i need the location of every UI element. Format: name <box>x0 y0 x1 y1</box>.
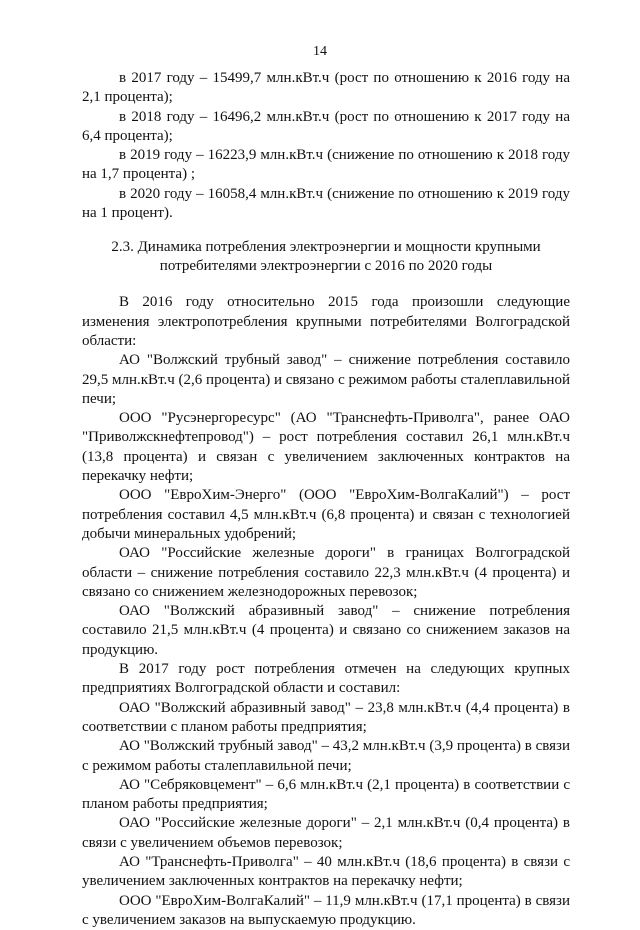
list-item-2019: в 2019 году – 16223,9 млн.кВт.ч (снижение по отношению к 2018 году на 1,7 процента) ; <box>82 147 570 183</box>
paragraph-2016-rzd: ОАО "Российские железные дороги" в границах Волгоградской области – снижение потребления составило 22,3 млн.кВт.ч (4 процента) и связано со снижением железнодорожных перевозок; <box>82 545 570 600</box>
list-item-2020: в 2020 году – 16058,4 млн.кВт.ч (снижение по отношению к 2019 году на 1 процент). <box>82 185 570 222</box>
paragraph-2016-rusenergoresurs: ООО "Русэнергоресурс" (АО "Транснефть-Приволга", ранее ОАО "Приволжскнефтепровод") – рост потребления составил 26,1 млн.кВт.ч (13,8 процента) и связан с увеличением заключенных контрактов на перекачку нефти; <box>82 410 570 485</box>
paragraph-2017-transneft: АО "Транснефть-Приволга" – 40 млн.кВт.ч (18,6 процента) в связи с увеличением заключенных контрактов на перекачку нефти; <box>82 853 570 890</box>
paragraph-2017-vtz: АО "Волжский трубный завод" – 43,2 млн.кВт.ч (3,9 процента) в связи с режимом работы сталеплавильной печи; <box>82 738 570 774</box>
paragraph-2016-intro: В 2016 году относительно 2015 года произошли следующие изменения электропотребления крупными потребителями Волгоградской области: <box>82 294 570 349</box>
paragraph-2017-sebryakovcement: АО "Себряковцемент" – 6,6 млн.кВт.ч (2,1 процента) в соответствии с планом работы предприятия; <box>82 776 570 813</box>
section-heading-line-1: 2.3. Динамика потребления электроэнергии и мощности крупными <box>111 239 541 256</box>
paragraph-2016-vtz: АО "Волжский трубный завод" – снижение потребления составило 29,5 млн.кВт.ч (2,6 процента) и связано с режимом работы сталеплавильной печи; <box>82 352 570 407</box>
paragraph-2017-rzd: ОАО "Российские железные дороги" – 2,1 млн.кВт.ч (0,4 процента) в связи с увеличением объемов перевозок; <box>82 815 570 851</box>
section-heading <box>82 238 570 276</box>
paragraph-2016-abrasive: ОАО "Волжский абразивный завод" – снижение потребления составило 21,5 млн.кВт.ч (4 процента) и связано со снижением заказов на продукцию. <box>82 603 570 658</box>
paragraph-2017-abrasive: ОАО "Волжский абразивный завод" – 23,8 млн.кВт.ч (4,4 процента) в соответствии с планом работы предприятия; <box>82 699 570 735</box>
paragraph-2017-eurochem: ООО "ЕвроХим-ВолгаКалий" – 11,9 млн.кВт.ч (17,1 процента) в связи с увеличением заказов на выпускаемую продукцию. <box>82 892 570 928</box>
list-item-2017: в 2017 году – 15499,7 млн.кВт.ч (рост по отношению к 2016 году на 2,1 процента); <box>82 70 570 106</box>
paragraph-2017-intro: В 2017 году рост потребления отмечен на следующих крупных предприятиях Волгоградской области и составил: <box>82 661 570 697</box>
list-item-2018: в 2018 году – 16496,2 млн.кВт.ч (рост по отношению к 2017 году на 6,4 процента); <box>82 108 570 144</box>
section-heading-line-2: потребителями электроэнергии с 2016 по 2020 годы <box>159 258 493 275</box>
page-number: 14 <box>313 44 327 59</box>
page-body <box>82 69 570 930</box>
paragraph-2016-eurochem: ООО "ЕвроХим-Энерго" (ООО "ЕвроХим-ВолгаКалий") – рост потребления составил 4,5 млн.кВт.ч (6,8 процента) и связан с технологией добычи минеральных удобрений; <box>82 487 570 542</box>
